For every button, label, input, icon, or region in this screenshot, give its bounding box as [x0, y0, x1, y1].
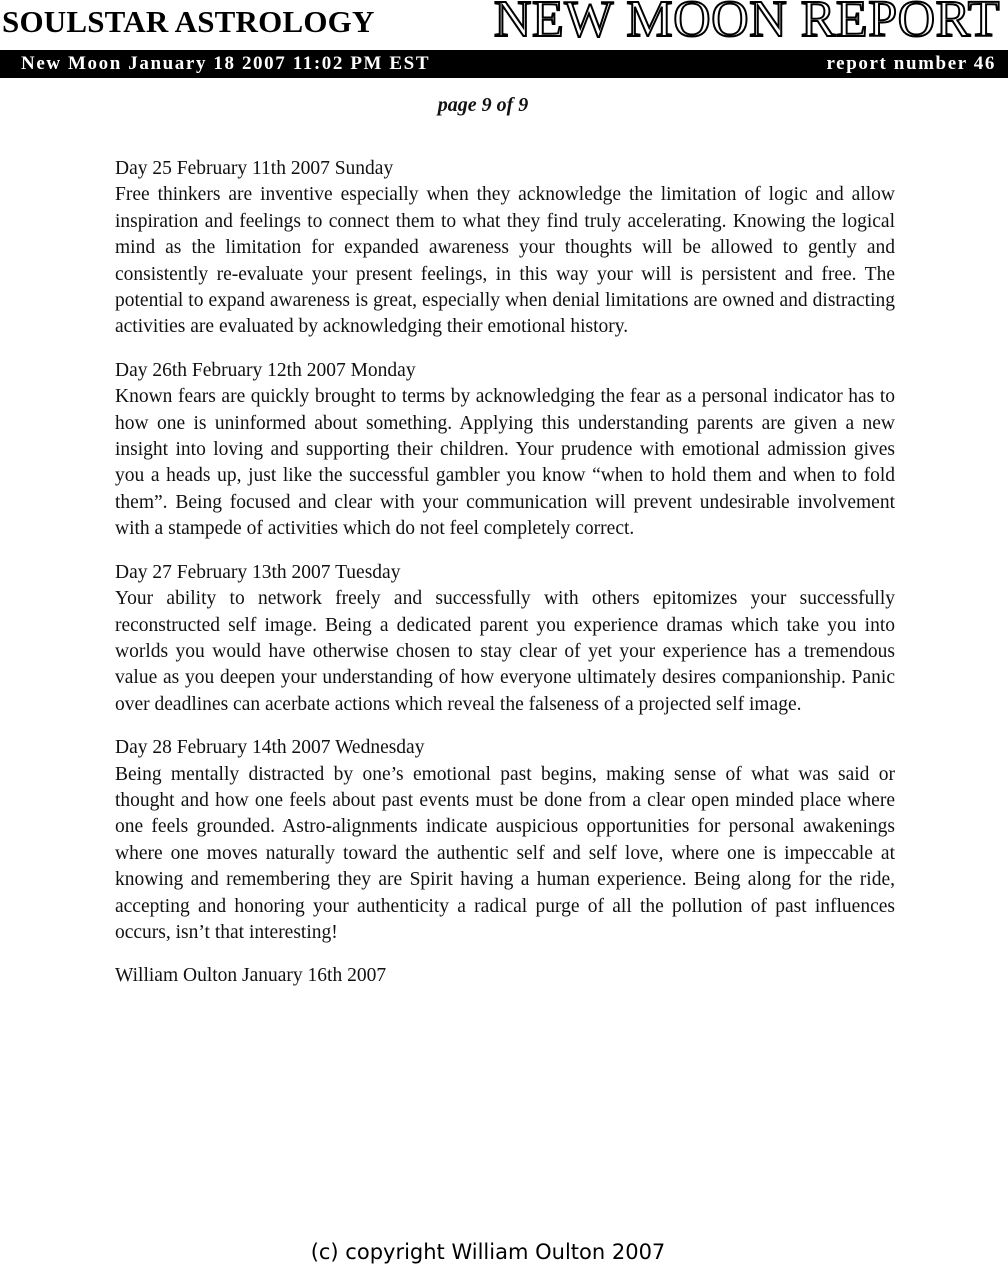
entry-body: Being mentally distracted by one’s emotional past begins, making sense of what was said or thought and how one feels about past events must be done from a clear open minded place where one feels grounded. Astro-alignments indicate auspicious opportunities for personal awakenings where one moves naturally toward the authentic self and self love, where one is impeccable at knowing and remembering they are Spirit having a human experience. Being along for the ride, accepting and honoring your authenticity a radical purge of all the pollution of past influences occurs, isn’t that interesting!	[115, 763, 895, 943]
author-signature: William Oulton January 16th 2007	[115, 965, 387, 987]
entry-body: Free thinkers are inventive especially when they acknowledge the limitation of logic and allow inspiration and feelings to connect them to what they find truly accelerating. Knowing the logical mind as the limitation for expanded awareness your thoughts will be allowed to gently and consistently re-evaluate your present feelings, in this way your will is persistent and free. The potential to expand awareness is great, especially when denial limitations are owned and distracting activities are evaluated by acknowledging their emotional history.	[115, 184, 895, 338]
entry-body: Your ability to network freely and successfully with others epitomizes your successfully reconstructed self image. Being a dedicated parent you experience dramas which take you into worlds you would have otherwise chosen to stay clear of yet your experience has a tremendous value as you deepen your understanding of how everyone ultimately desires companionship. Panic over deadlines can acerbate actions which reveal the falseness of a projected self image.	[115, 588, 895, 715]
page-indicator: page 9 of 9	[437, 94, 529, 116]
copyright-footer: (c) copyright William Oulton 2007	[310, 1240, 666, 1264]
entry-body: Known fears are quickly brought to terms by acknowledging the fear as a personal indicator has to how one is uninformed about something. Applying this understanding parents are given a new insight into loving and supporting their children. Your prudence with emotional admission gives you a heads up, just like the successful gambler you know “when to hold them and when to fold them”. Being focused and clear with your communication will prevent undesirable involvement with a stampede of activities which do not feel completely correct.	[115, 386, 895, 540]
info-bar	[0, 50, 1008, 78]
day-entry	[115, 358, 895, 543]
entry-heading: Day 27 February 13th 2007 Tuesday	[115, 561, 401, 583]
entry-heading: Day 28 February 14th 2007 Wednesday	[115, 737, 425, 759]
day-entry	[115, 156, 895, 341]
masthead	[0, 0, 1008, 50]
report-number: report number 46	[826, 53, 996, 74]
day-entry	[115, 735, 895, 946]
day-entry	[115, 560, 895, 718]
new-moon-date: New Moon January 18 2007 11:02 PM EST	[21, 53, 431, 74]
entry-heading: Day 26th February 12th 2007 Monday	[115, 359, 416, 381]
report-title: NEW MOON REPORT	[493, 0, 1000, 48]
brand-name: SOULSTAR ASTROLOGY	[2, 4, 375, 39]
report-content	[115, 156, 895, 990]
entry-heading: Day 25 February 11th 2007 Sunday	[115, 158, 394, 179]
